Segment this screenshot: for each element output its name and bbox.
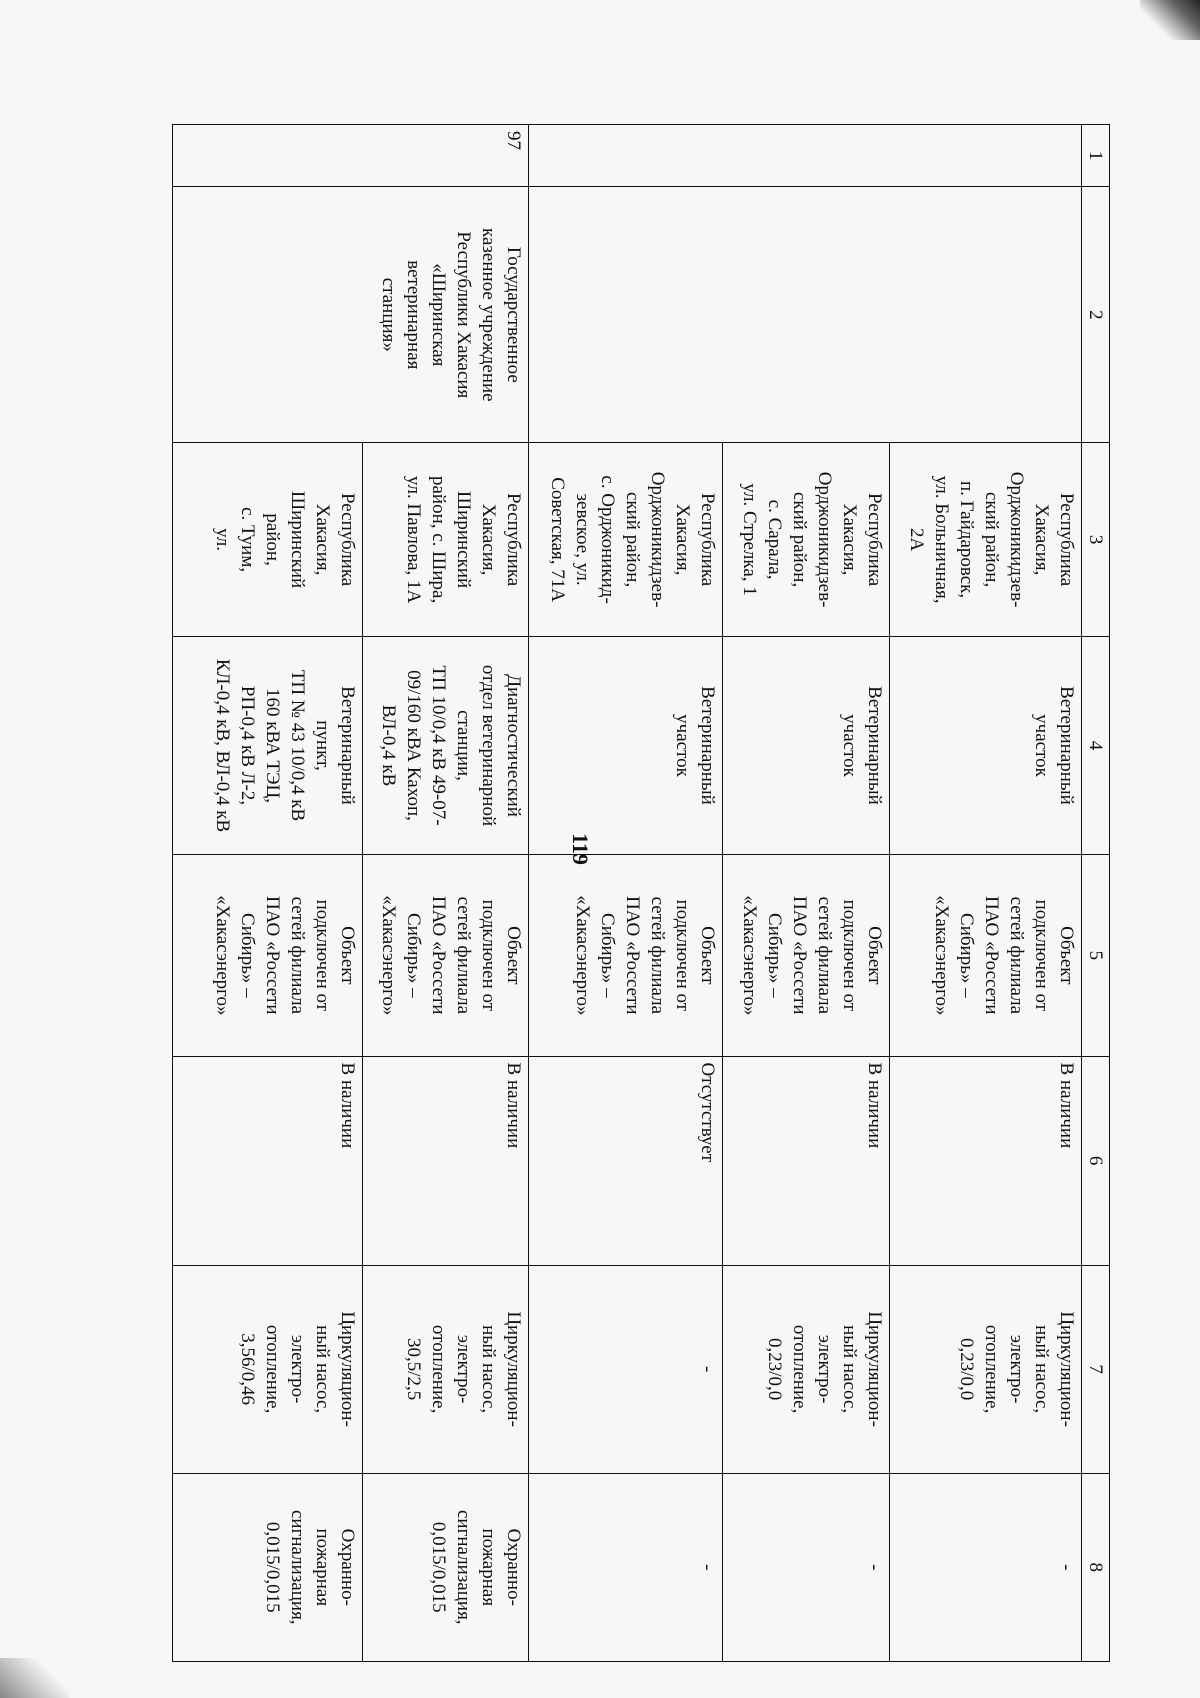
- table-row: [889, 125, 1081, 1662]
- cell-line: 160 кВА ТЭЦ,: [262, 687, 284, 804]
- cell-line: Объект: [863, 926, 885, 985]
- cell-line: «Хакасэнерго»: [738, 895, 760, 1016]
- cell-line: Сибирь» –: [597, 913, 619, 998]
- cell-line: отдел ветеринарной: [477, 664, 499, 827]
- cell-line: сетей филиала: [1006, 896, 1028, 1015]
- power-source-cell: [723, 855, 890, 1056]
- header-cell: 7: [1082, 1265, 1110, 1473]
- cell-line: Орджоникидзев-: [813, 471, 835, 608]
- cell-line: Хакасия,: [672, 503, 694, 576]
- page-number: 119: [568, 833, 593, 865]
- power-source-cell: [363, 855, 529, 1056]
- cell-line: 0,015/0,015: [262, 1521, 284, 1613]
- scan-shadow-bottom-left: [0, 1658, 70, 1698]
- status-cell: В наличии: [889, 1056, 1081, 1265]
- cell-line: ный насос,: [1031, 1325, 1053, 1414]
- cell-line: «Хакасэнерго»: [212, 895, 234, 1016]
- cell-line: ВЛ-0,4 кВ: [377, 704, 399, 787]
- cell-line: «Хакасэнерго»: [572, 895, 594, 1016]
- cell-line: ПАО «Россети: [788, 896, 810, 1015]
- cell-line: Ширинский: [287, 491, 309, 589]
- cell-line: отопление,: [981, 1324, 1003, 1414]
- cell-line: Республики Хакасия: [452, 231, 474, 399]
- cell-line: район,: [262, 513, 284, 566]
- cell-line: Хакасия,: [1031, 503, 1053, 576]
- cell-line: ул. Больничная,: [931, 475, 953, 604]
- alarm-cell: -: [528, 1473, 722, 1661]
- cell-line: подключен от: [672, 899, 694, 1012]
- equipment-cell: [528, 1265, 722, 1473]
- cell-line: Ветеринарный: [1056, 686, 1078, 805]
- cell-line: «Ширинская: [427, 263, 449, 367]
- equipment-cell: [723, 1265, 890, 1473]
- cell-line: подключен от: [477, 899, 499, 1012]
- cell-line: ский район,: [622, 491, 644, 588]
- cell-line: электро-: [287, 1334, 309, 1404]
- cell-line: ТП № 43 10/0,4 кВ: [287, 669, 309, 822]
- cell-line: пожарная: [312, 1528, 334, 1607]
- cell-line: пункт,: [312, 720, 334, 771]
- cell-line: казенное учреждение: [477, 228, 499, 402]
- row-number-cell: 97: [173, 125, 529, 187]
- cell-line: 0,23/0,0: [956, 1337, 978, 1401]
- cell-line: 3,56/0,46: [237, 1333, 259, 1406]
- cell-line: Орджоникидзев-: [1006, 471, 1028, 608]
- cell-line: ский район,: [788, 491, 810, 588]
- cell-line: сигнализация,: [452, 1509, 474, 1625]
- cell-line: ский район,: [981, 491, 1003, 588]
- cell-line: Ветеринарный: [337, 686, 359, 805]
- cell-line: Объект: [337, 926, 359, 985]
- cell-line: электро-: [452, 1334, 474, 1404]
- cell-line: участок: [838, 714, 860, 777]
- cell-line: Республика: [1056, 492, 1078, 587]
- cell-line: 0,015/0,015: [427, 1521, 449, 1613]
- cell-line: -: [697, 1365, 719, 1373]
- alarm-cell: -: [889, 1473, 1081, 1661]
- header-cell: 3: [1082, 443, 1110, 637]
- cell-line: сигнализация,: [287, 1509, 309, 1625]
- header-cell: 2: [1082, 187, 1110, 443]
- cell-line: ПАО «Россети: [427, 896, 449, 1015]
- cell-line: Циркуляцион-: [1056, 1311, 1078, 1427]
- cell-line: ул. Стрелка, 1: [738, 483, 760, 596]
- cell-line: Ветеринарный: [863, 686, 885, 805]
- cell-line: Республика: [337, 492, 359, 587]
- cell-line: Циркуляцион-: [863, 1311, 885, 1427]
- cell-line: Хакасия,: [838, 503, 860, 576]
- cell-line: КЛ-0,4 кВ, ВЛ-0,4 кВ: [212, 658, 234, 833]
- cell-line: Сибирь» –: [763, 913, 785, 998]
- status-cell: В наличии: [723, 1056, 890, 1265]
- cell-line: Орджоникидзев-: [647, 471, 669, 608]
- cell-line: станция»: [377, 277, 399, 352]
- power-source-cell: [173, 855, 363, 1056]
- cell-line: отопление,: [427, 1324, 449, 1414]
- cell-line: РП-0,4 кВ Л-2,: [237, 685, 259, 806]
- cell-line: Объект: [697, 926, 719, 985]
- cell-line: ветеринарная: [402, 260, 424, 370]
- table-row: [363, 125, 529, 1662]
- col1-cell-empty: [528, 125, 1081, 187]
- cell-line: 0,23/0,0: [763, 1337, 785, 1401]
- cell-line: ПАО «Россети: [262, 896, 284, 1015]
- address-cell: [363, 443, 529, 637]
- organization-cell: [173, 187, 529, 443]
- address-cell: [723, 443, 890, 637]
- status-cell: Отсутствует: [528, 1056, 722, 1265]
- cell-line: ТП 10/0,4 кВ 49-07-: [427, 665, 449, 826]
- alarm-cell: -: [723, 1473, 890, 1661]
- cell-line: Государственное: [502, 246, 524, 383]
- data-table: [172, 124, 1110, 1662]
- cell-line: подключен от: [838, 899, 860, 1012]
- equipment-cell: [173, 1265, 363, 1473]
- cell-line: Сибирь» –: [956, 913, 978, 998]
- header-cell: 6: [1082, 1056, 1110, 1265]
- cell-line: Хакасия,: [477, 503, 499, 576]
- cell-line: Республика: [863, 492, 885, 587]
- header-cell: 1: [1082, 125, 1110, 187]
- cell-line: Циркуляцион-: [337, 1311, 359, 1427]
- cell-line: 2А: [906, 527, 928, 552]
- cell-line: электро-: [813, 1334, 835, 1404]
- power-source-cell: [889, 855, 1081, 1056]
- cell-line: подключен от: [312, 899, 334, 1012]
- cell-line: ный насос,: [312, 1325, 334, 1414]
- address-cell: [528, 443, 722, 637]
- rotated-table-container: [172, 124, 1110, 1662]
- cell-line: Ширинский: [452, 491, 474, 589]
- cell-line: «Хакасэнерго»: [377, 895, 399, 1016]
- cell-line: пожарная: [477, 1528, 499, 1607]
- cell-line: отопление,: [262, 1324, 284, 1414]
- cell-line: Объект: [1056, 926, 1078, 985]
- power-source-cell: [528, 855, 722, 1056]
- cell-line: Объект: [502, 926, 524, 985]
- status-cell: В наличии: [173, 1056, 363, 1265]
- cell-line: сетей филиала: [647, 896, 669, 1015]
- scan-shadow-top-right: [1140, 0, 1200, 40]
- equipment-cell: [889, 1265, 1081, 1473]
- cell-line: сетей филиала: [452, 896, 474, 1015]
- header-row: [1082, 125, 1110, 1662]
- cell-line: Охранно-: [502, 1528, 524, 1606]
- object-cell: [173, 636, 363, 854]
- cell-line: Хакасия,: [312, 503, 334, 576]
- object-cell: [889, 636, 1081, 854]
- cell-line: отопление,: [788, 1324, 810, 1414]
- cell-line: сетей филиала: [813, 896, 835, 1015]
- cell-line: «Хакасэнерго»: [931, 895, 953, 1016]
- alarm-cell: [173, 1473, 363, 1661]
- cell-line: Республика: [697, 492, 719, 587]
- cell-line: участок: [672, 714, 694, 777]
- cell-line: с. Орджоникид-: [597, 475, 619, 604]
- cell-line: п. Гайдаровск,: [956, 481, 978, 599]
- cell-line: Республика: [502, 492, 524, 587]
- object-cell: [363, 636, 529, 854]
- object-cell: [528, 636, 722, 854]
- cell-line: ный насос,: [838, 1325, 860, 1414]
- cell-line: Ветеринарный: [697, 686, 719, 805]
- cell-line: участок: [1031, 714, 1053, 777]
- cell-line: с. Сарала,: [763, 499, 785, 580]
- cell-line: ул.: [212, 528, 234, 552]
- cell-line: ПАО «Россети: [981, 896, 1003, 1015]
- address-cell: [889, 443, 1081, 637]
- cell-line: Охранно-: [337, 1528, 359, 1606]
- cell-line: зевское, ул.: [572, 493, 594, 586]
- cell-line: 30,5/2,5: [402, 1337, 424, 1401]
- header-cell: 4: [1082, 636, 1110, 854]
- cell-line: сетей филиала: [287, 896, 309, 1015]
- cell-line: ПАО «Россети: [622, 896, 644, 1015]
- alarm-cell: [363, 1473, 529, 1661]
- cell-line: Циркуляцион-: [502, 1311, 524, 1427]
- cell-line: ул. Павлова, 1А: [402, 475, 424, 604]
- cell-line: Диагностический: [502, 674, 524, 817]
- cell-line: район, с. Шира,: [427, 475, 449, 604]
- cell-line: с. Туим,: [237, 507, 259, 573]
- header-cell: 8: [1082, 1473, 1110, 1661]
- cell-line: Советская, 71А: [547, 477, 569, 602]
- cell-line: Сибирь» –: [237, 913, 259, 998]
- object-cell: [723, 636, 890, 854]
- cell-line: подключен от: [1031, 899, 1053, 1012]
- address-cell: [173, 443, 363, 637]
- cell-line: станции,: [452, 710, 474, 781]
- col2-cell-empty: [528, 187, 1081, 443]
- cell-line: 09/160 кВА Кахоп,: [402, 670, 424, 821]
- equipment-cell: [363, 1265, 529, 1473]
- header-cell: 5: [1082, 855, 1110, 1056]
- cell-line: электро-: [1006, 1334, 1028, 1404]
- cell-line: ный насос,: [477, 1325, 499, 1414]
- cell-line: Сибирь» –: [402, 913, 424, 998]
- status-cell: В наличии: [363, 1056, 529, 1265]
